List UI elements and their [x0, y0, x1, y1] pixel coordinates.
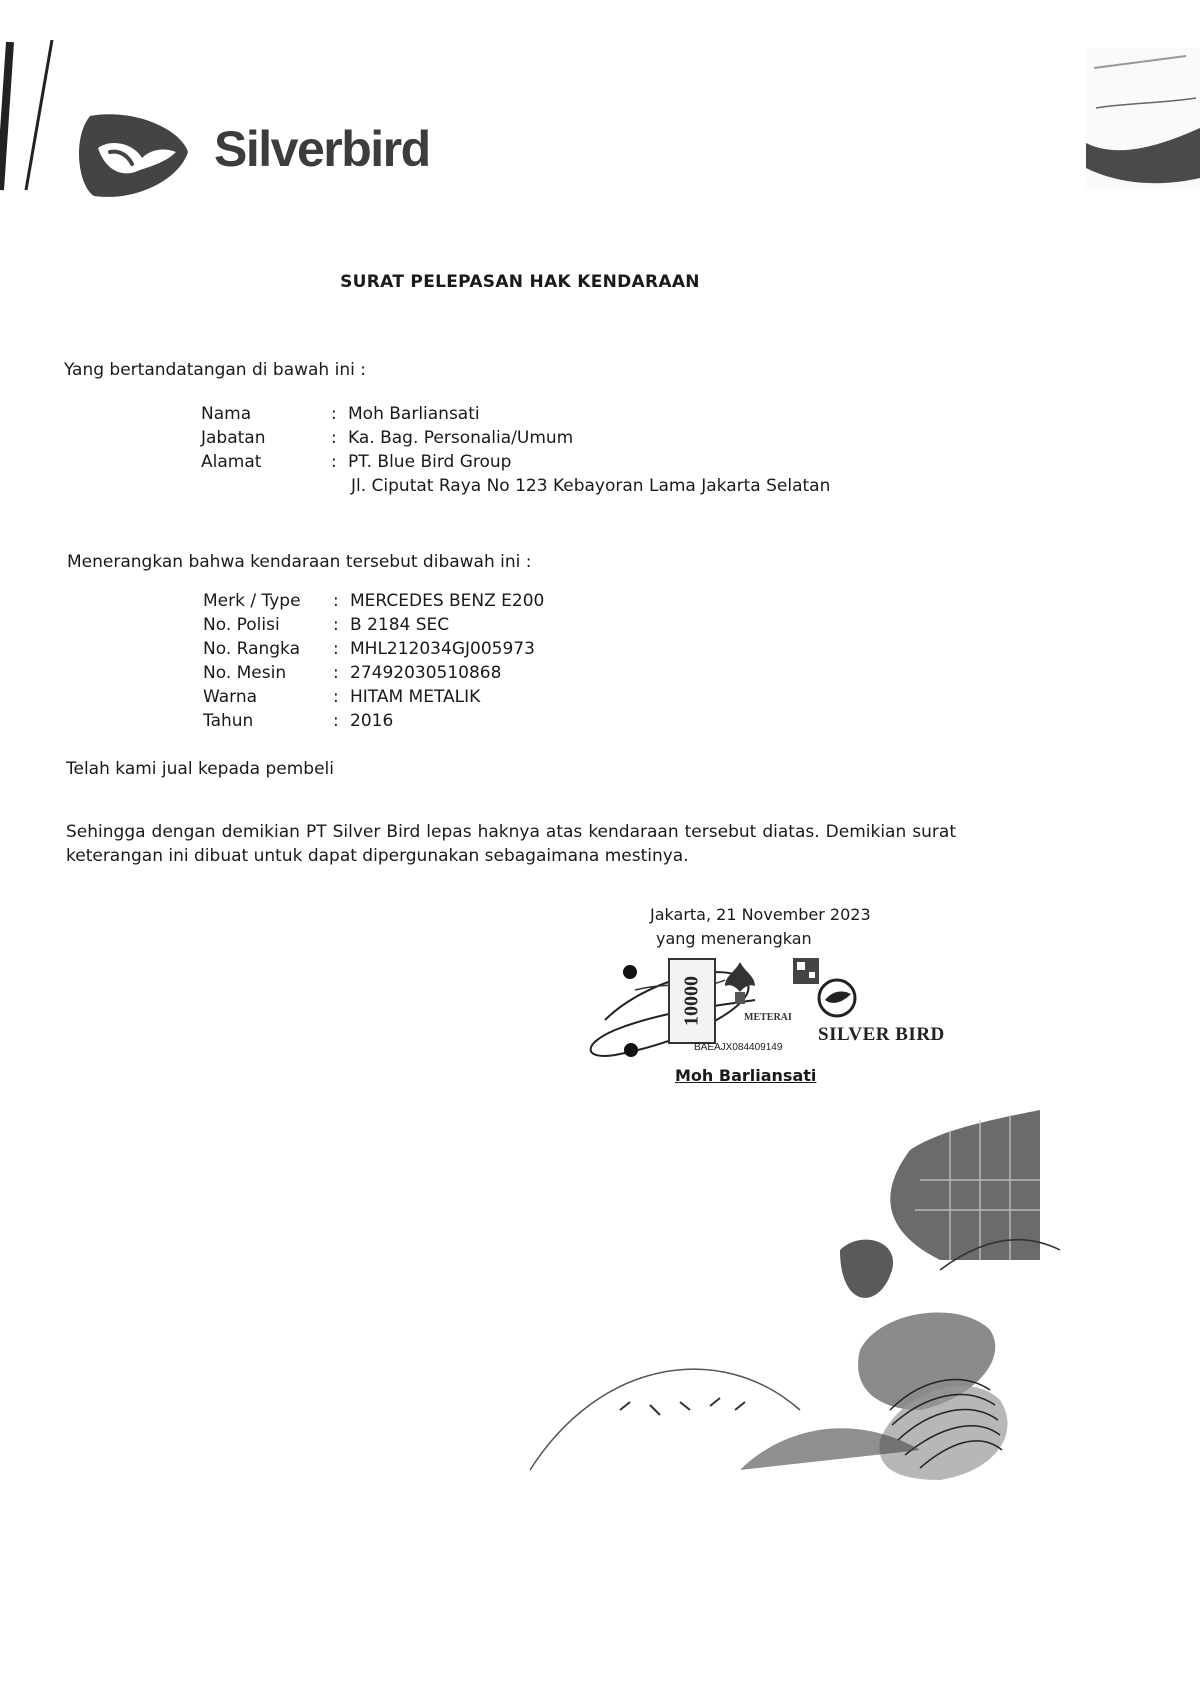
field-label: Alamat: [201, 452, 262, 472]
closing-paragraph: Sehingga dengan demikian PT Silver Bird lepas haknya atas kendaraan tersebut diatas. Demikian surat keterangan ini dibuat untuk dapat dipergunakan sebagaimana mestinya.: [66, 822, 956, 866]
sold-to-text: Telah kami jual kepada pembeli: [66, 759, 334, 779]
meterai-value: 10000: [668, 958, 716, 1044]
decorative-artwork: [520, 1110, 1080, 1510]
field-label: Warna: [203, 687, 258, 707]
field-value: 27492030510868: [350, 663, 502, 683]
field-colon: :: [333, 711, 339, 731]
field-colon: :: [331, 428, 337, 448]
brand-name: Silverbird: [214, 121, 430, 177]
field-colon: :: [333, 591, 339, 611]
intro-text: Yang bertandatangan di bawah ini :: [64, 360, 366, 380]
signer-name: Moh Barliansati: [675, 1066, 817, 1085]
company-stamp-brand: SILVER BIRD: [818, 1024, 945, 1045]
scan-edge-marks: [0, 40, 60, 200]
field-value: Ka. Bag. Personalia/Umum: [348, 428, 574, 448]
field-label: No. Mesin: [203, 663, 287, 683]
field-label: No. Rangka: [203, 639, 301, 659]
silverbird-logo-icon: [72, 108, 192, 204]
field-label: Jabatan: [201, 428, 266, 448]
field-value: Jl. Ciputat Raya No 123 Kebayoran Lama Jakarta Selatan: [351, 476, 831, 496]
field-colon: :: [333, 615, 339, 635]
field-colon: :: [333, 639, 339, 659]
field-label: No. Polisi: [203, 615, 280, 635]
field-value: HITAM METALIK: [350, 687, 481, 707]
field-colon: :: [333, 663, 339, 683]
field-value: Moh Barliansati: [348, 404, 480, 424]
place-date: Jakarta, 21 November 2023: [650, 905, 871, 924]
field-value: 2016: [350, 711, 394, 731]
signer-role: yang menerangkan: [656, 929, 812, 948]
document-title: SURAT PELEPASAN HAK KENDARAAN: [340, 272, 700, 292]
meterai-label: METERAI: [744, 1012, 792, 1023]
field-value: MHL212034GJ005973: [350, 639, 535, 659]
field-value: MERCEDES BENZ E200: [350, 591, 545, 611]
field-colon: :: [333, 687, 339, 707]
field-value: B 2184 SEC: [350, 615, 450, 635]
field-colon: :: [331, 404, 337, 424]
field-label: Tahun: [203, 711, 254, 731]
statement-text: Menerangkan bahwa kendaraan tersebut dibawah ini :: [67, 552, 532, 572]
field-value: PT. Blue Bird Group: [348, 452, 512, 472]
scan-smudge: [1086, 48, 1200, 188]
field-label: Nama: [201, 404, 252, 424]
field-colon: :: [331, 452, 337, 472]
meterai-serial: BAEAJX084409149: [694, 1042, 783, 1053]
field-label: Merk / Type: [203, 591, 301, 611]
